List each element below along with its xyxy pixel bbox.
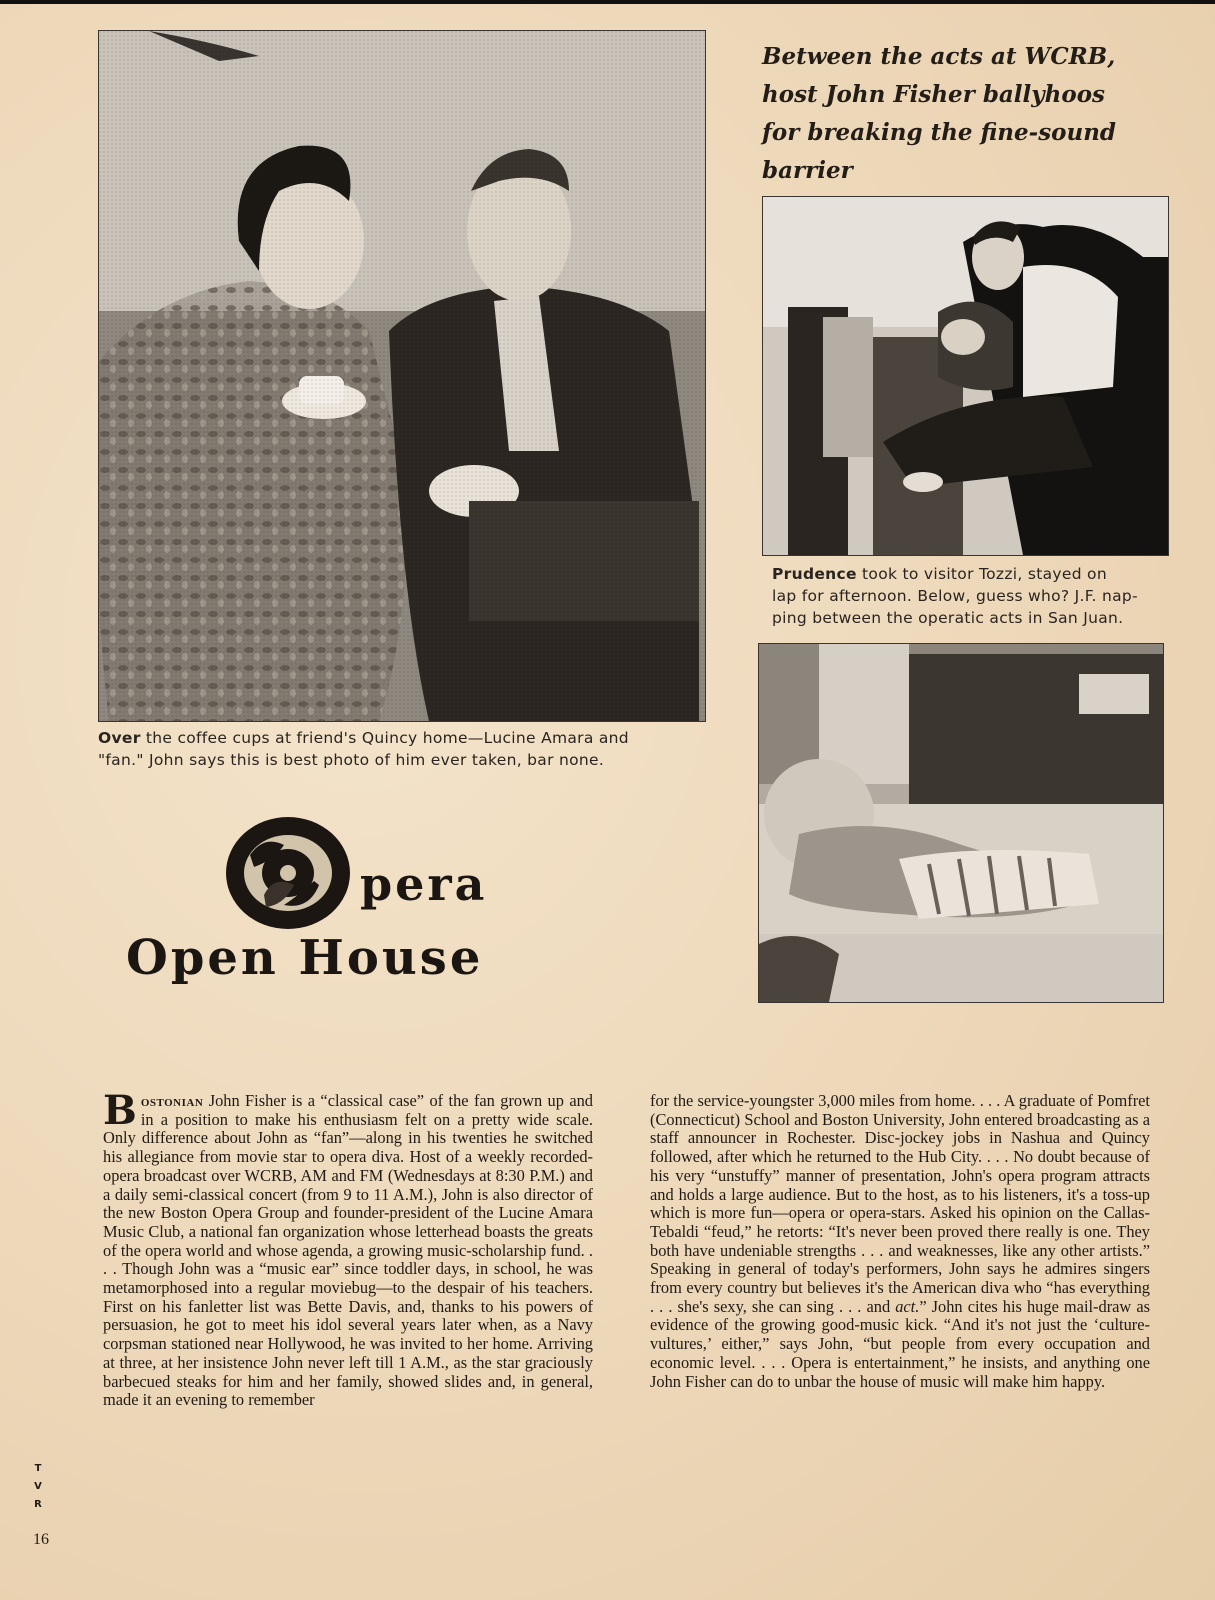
title-word-pera: pera [360,857,488,911]
caption-line: "fan." John says this is best photo of him ever taken, bar none. [98,751,605,769]
article-text: John Fisher is a “classical case” of the fan grown up and in a position to make his enthusiasm felt on a pretty wide scale. Only difference about John as “fan”—along in his twenties he switched his allegiance from movie star to opera diva. Host of a weekly recorded-opera broadcast over WCRB, AM and FM (Wednesdays at 8:30 P.M.) and a daily semi-classical concert (from 9 to 11 A.M.), John is also director of the new Boston Opera Group and founder-president of the Lucine Amara Music Club, a national fan organization whose letterhead boasts the greats of the opera world and whose agenda, a growing music-scholarship fund. . . . Though John was a “music ear” since toddler days, in school, he was metamorphosed into a regular moviebug—to the despair of his teachers. First on his fanletter list was Bette Davis, and, thanks to his powers of persuasion, he got to meet his idol several years later when, as a Navy corpsman stationed near Hollywood, he was invited to her home. Arriving at three, at her insistence John never left till 1 A.M., as the star graciously barbecued steaks for him and her family, showed slides and, in general, made it an evening to remember [103,1091,593,1410]
title-open-house: Open House [126,930,484,986]
article-column-1 [103,1087,593,1410]
napping-photo [758,643,1164,1003]
headline-line: Between the acts at WCRB, [762,43,1116,70]
caption-line: ping between the operatic acts in San Juan. [772,609,1124,627]
title-ornate-initial [224,815,352,931]
caption-lead: Over [98,729,141,747]
caption-line: lap for afternoon. Below, guess who? J.F. nap- [772,587,1138,605]
main-photo [98,30,706,722]
article-text: ” John cites his huge mail-draw as evidence of the growing good-music kick. “And it's not just the ‘culture-vultures,’ either,” says John, “but people from every occupation and economic level. . . . Opera is entertainment,” he insists, and anything one John Fisher can do to unbar the house of music will make him happy. [650,1296,1150,1391]
article-column-2 [650,1092,1150,1391]
headline [762,38,1182,190]
headline-line: for breaking the fine-sound barrier [762,119,1117,184]
headline-line: host John Fisher ballyhoos [762,81,1105,108]
top-rule [0,0,1215,4]
caption-line: the coffee cups at friend's Quincy home—Lucine Amara and [145,729,629,747]
prudence-photo [762,196,1169,556]
page-number: 16 [33,1531,49,1548]
article-text: for the service-youngster 3,000 miles from home. . . . A graduate of Pomfret (Connecticut) School and Boston University, John entered broadcasting as a staff announcer in Rochester. Disc-jockey jobs in Nashua and Quincy followed, after which he returned to the Hub City. . . . No doubt because of his very “unstuffy” manner of presentation, John's opera program attracts and holds a large audience. But to the host, as to his listeners, it's a toss-up which is more fun—opera or opera-stars. Asked his opinion on the Callas-Tebaldi “feud,” he retorts: “It's never been proved there really is one. They both have undeniable strengths . . . and weaknesses, like any other artists.” Speaking in general of today's performers, John says he admires singers from every country but believes it's the American diva who “has everything . . . she's sexy, she can sing . . . and [650,1091,1150,1316]
article-emphasis: act. [895,1296,920,1316]
drop-cap: B [103,1087,137,1134]
margin-letter: R [34,1499,42,1510]
tvr-margin-tag [33,1460,43,1514]
article-smallcaps: ostonian [140,1091,204,1110]
margin-letter: V [34,1481,42,1492]
prudence-caption [772,563,1172,629]
margin-letter: T [34,1463,42,1474]
main-photo-caption [98,727,708,771]
caption-line: took to visitor Tozzi, stayed on [862,565,1107,583]
caption-lead: Prudence [772,565,857,583]
